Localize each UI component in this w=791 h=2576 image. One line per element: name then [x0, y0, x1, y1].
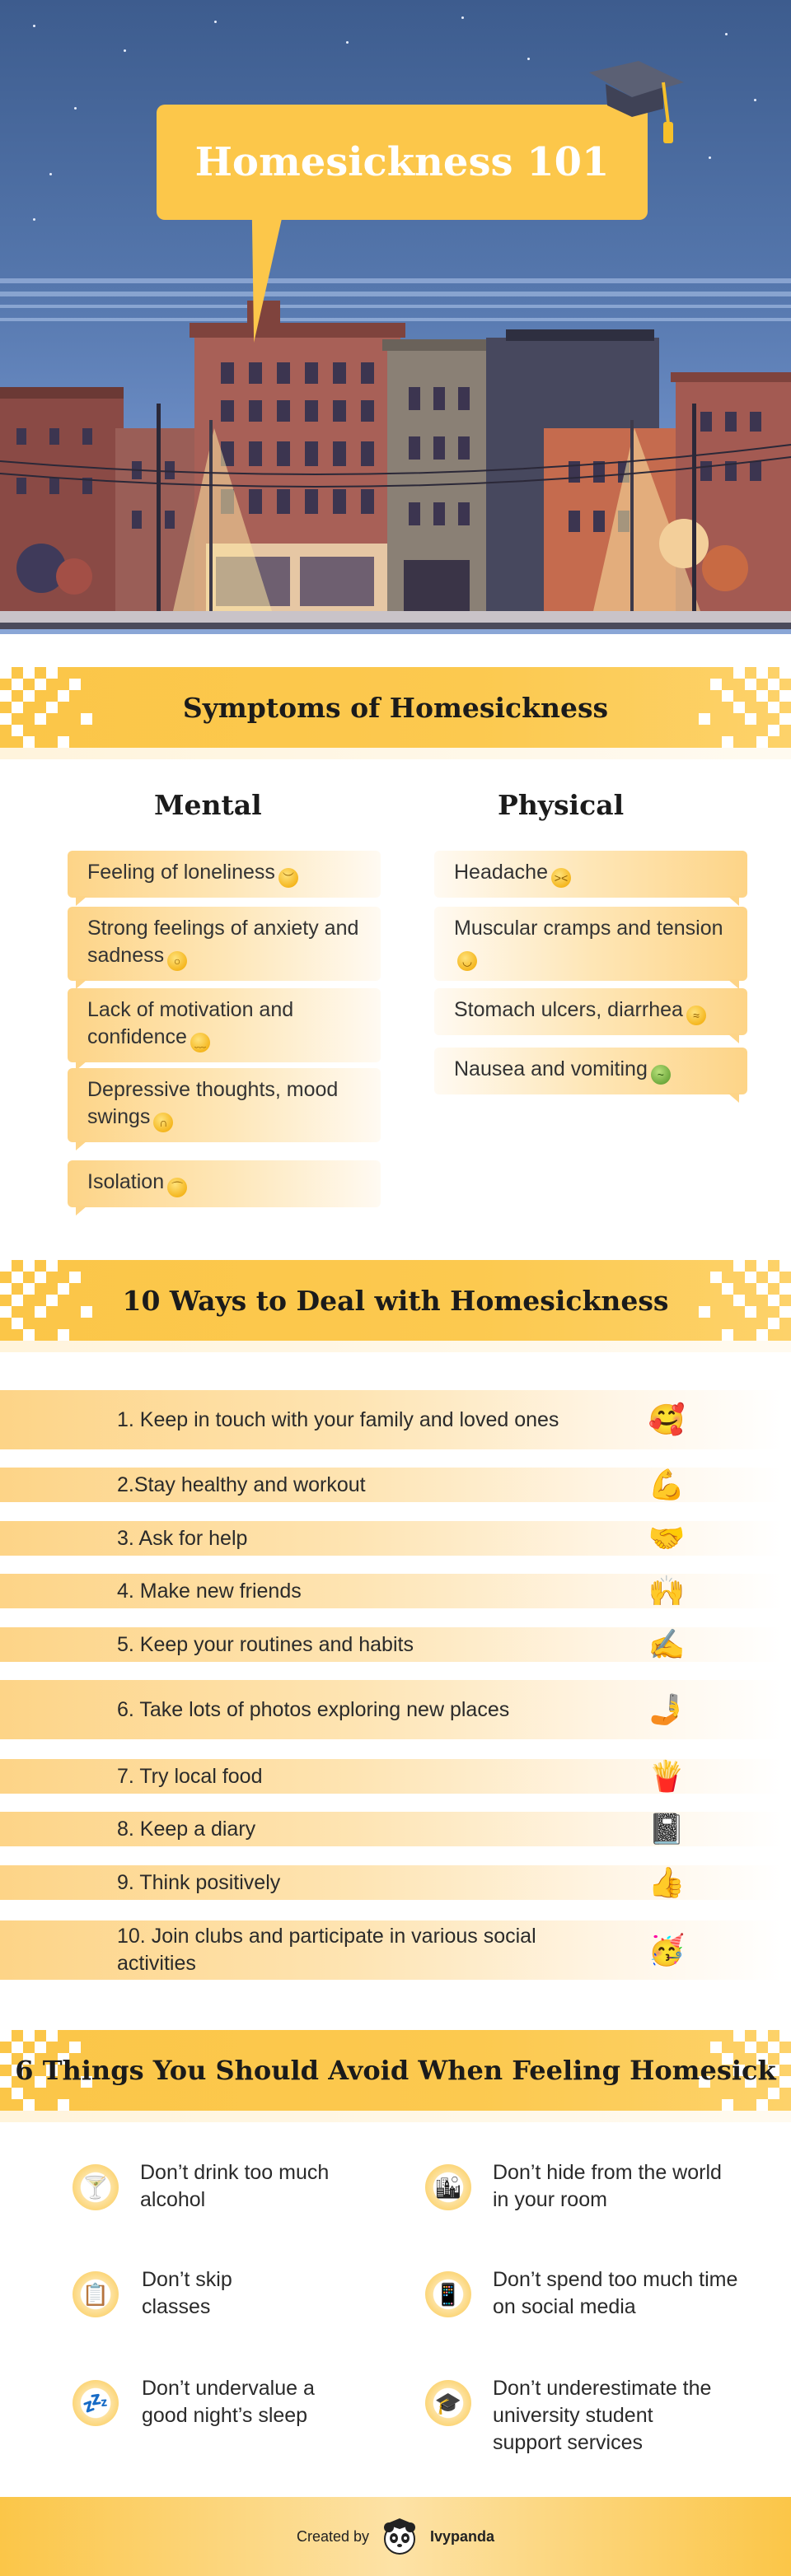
symptom-mental-4 [68, 1068, 381, 1142]
way-item-5 [0, 1627, 783, 1662]
way-text: 9. Think positively [117, 1870, 281, 1894]
raising-hands-icon: 🙌 [648, 1574, 686, 1608]
persevering-face-icon: >< [551, 868, 571, 888]
class-board-icon: 📋 [73, 2271, 119, 2317]
french-fries-icon: 🍟 [648, 1759, 686, 1793]
pensive-face-icon: ︶ [278, 868, 298, 888]
thumbs-up-icon: 👍 [648, 1865, 686, 1899]
nauseated-face-icon: ~ [651, 1065, 671, 1085]
avoid-item-text: Don’t underestimate the university student support services [493, 2377, 712, 2454]
unamused-face-icon: ﹏ [190, 1033, 210, 1052]
notebook-icon: 📓 [648, 1812, 686, 1846]
handshake-icon: 🤝 [648, 1521, 686, 1555]
symptom-physical-3 [434, 988, 747, 1035]
symptoms-banner [0, 667, 791, 759]
avoid-item-text: Don’t hide from the world in your room [493, 2161, 722, 2211]
symptom-physical-1 [434, 851, 747, 898]
mental-column-heading: Mental [154, 789, 262, 821]
flexed-biceps-icon: 💪 [648, 1468, 686, 1501]
way-text: 10. Join clubs and participate in various social activities [117, 1925, 536, 1975]
symptom-mental-3 [68, 988, 381, 1062]
symptom-physical-4 [434, 1048, 747, 1094]
graduation-cap-icon [581, 58, 688, 148]
way-text: 6. Take lots of photos exploring new places [117, 1697, 510, 1721]
page-title: Homesickness 101 [194, 139, 610, 185]
street-curb [0, 623, 791, 629]
panda-logo-icon[interactable] [381, 2518, 419, 2555]
footer-created-by: Created by [296, 2527, 370, 2545]
flexed-biceps-icon: ◡ [457, 951, 477, 971]
banner-shade [0, 748, 791, 759]
symptom-text: Lack of motivation and confidence [87, 998, 294, 1048]
footer-brand[interactable]: Ivypanda [430, 2527, 495, 2545]
symptom-text: Headache [454, 861, 548, 884]
confounded-face-icon: ≈ [686, 1006, 706, 1025]
sleep-icon: 💤 [73, 2380, 119, 2426]
symptom-text: Nausea and vomiting [454, 1057, 648, 1080]
section-title-avoid: 6 Things You Should Avoid When Feeling Homesick [15, 2055, 776, 2086]
sidewalk [0, 611, 791, 623]
way-text: 3. Ask for help [117, 1526, 248, 1550]
symptom-mental-2 [68, 907, 381, 981]
way-item-10 [0, 1920, 783, 1980]
way-text: 5. Keep your routines and habits [117, 1632, 414, 1656]
symptom-physical-2 [434, 907, 747, 981]
weary-face-icon: ∩ [153, 1113, 173, 1132]
selfie-icon: 🤳 [648, 1692, 686, 1726]
way-item-2 [0, 1468, 783, 1502]
ways-banner [0, 1260, 791, 1352]
fearful-face-icon: ○ [167, 951, 187, 971]
title-speech-bubble [157, 105, 648, 220]
way-text: 7. Try local food [117, 1764, 263, 1788]
section-title-symptoms: Symptoms of Homesickness [182, 691, 609, 724]
smiling-face-hearts-icon: 🥰 [648, 1402, 686, 1436]
student-icon: 🎓 [425, 2380, 471, 2426]
symptom-text: Muscular cramps and tension [454, 917, 723, 940]
symptom-text: Isolation [87, 1170, 165, 1193]
partying-face-icon: 🥳 [648, 1933, 686, 1967]
cocktail-glass-icon: 🍸 [73, 2164, 119, 2210]
avoid-item-text: Don’t undervalue a good night’s sleep [142, 2377, 315, 2427]
way-item-1 [0, 1390, 783, 1449]
symptom-text: Feeling of loneliness [87, 861, 275, 884]
way-item-8 [0, 1812, 783, 1846]
way-item-4 [0, 1574, 783, 1608]
symptom-text: Stomach ulcers, diarrhea [454, 998, 683, 1021]
banner-shade [0, 2111, 791, 2122]
avoid-item-text: Don’t skip classes [142, 2268, 232, 2318]
symptom-text: Depressive thoughts, mood swings [87, 1078, 339, 1128]
hero-illustration [0, 0, 791, 634]
way-text: 2.Stay healthy and workout [117, 1472, 366, 1496]
city-icon: 🏙 [425, 2164, 471, 2210]
way-text: 1. Keep in touch with your family and loved ones [117, 1407, 559, 1431]
smartphone-icon: 📱 [425, 2271, 471, 2317]
way-item-3 [0, 1521, 783, 1556]
way-item-9 [0, 1865, 783, 1900]
physical-column-heading: Physical [498, 789, 625, 821]
way-item-7 [0, 1759, 783, 1794]
symptom-mental-1 [68, 851, 381, 898]
way-text: 8. Keep a diary [117, 1817, 256, 1841]
writing-hand-icon: ✍️ [648, 1627, 686, 1661]
frowning-face-icon: ⌒ [167, 1178, 187, 1197]
way-text: 4. Make new friends [117, 1579, 302, 1603]
avoid-item-text: Don’t drink too much alcohol [140, 2161, 330, 2211]
banner-shade [0, 1341, 791, 1352]
footer [0, 2497, 791, 2576]
way-item-6 [0, 1680, 783, 1739]
avoid-banner [0, 2030, 791, 2122]
symptom-text: Strong feelings of anxiety and sadness [87, 917, 359, 967]
avoid-item-text: Don’t spend too much time on social media [493, 2268, 738, 2318]
symptom-mental-5 [68, 1160, 381, 1207]
section-title-ways: 10 Ways to Deal with Homesickness [122, 1284, 669, 1317]
